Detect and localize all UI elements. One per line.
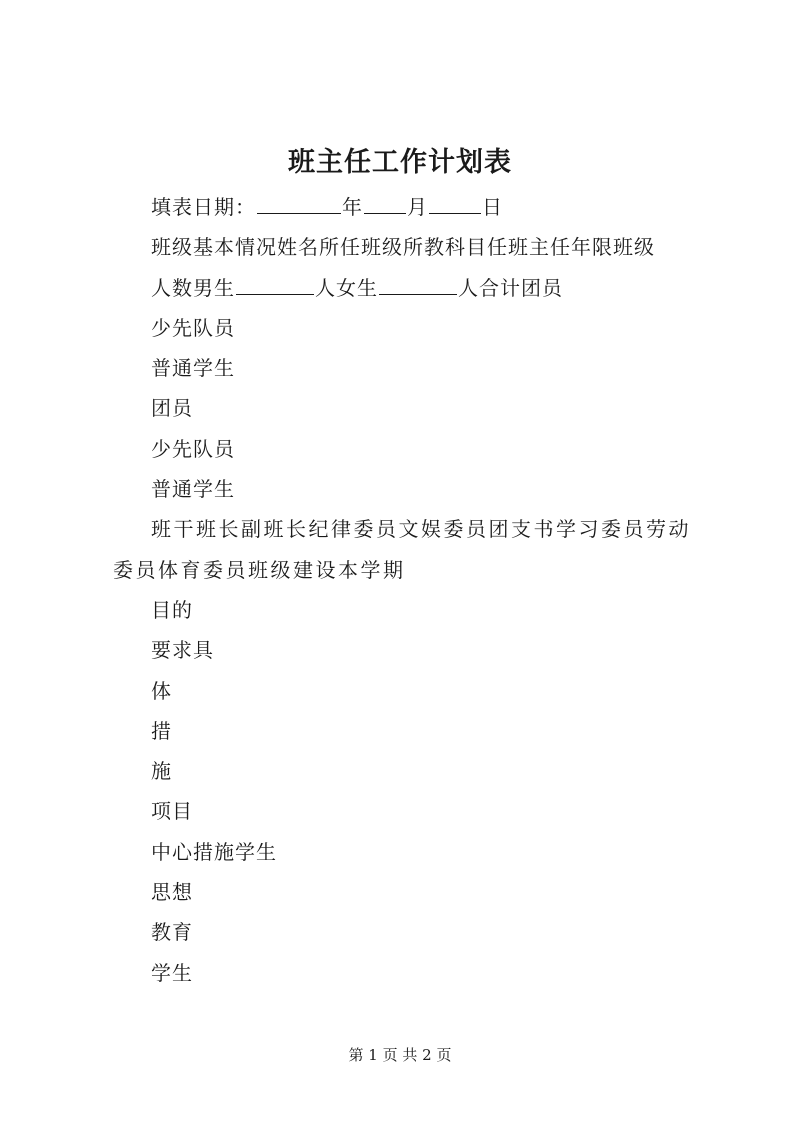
day-label: 日 [482, 195, 503, 219]
month-blank [364, 189, 406, 214]
document-body [113, 187, 703, 993]
text-line: 学生 [151, 960, 193, 985]
text-line: 体 [151, 678, 172, 703]
text-line: 少先队员 [151, 436, 235, 461]
document-title: 班主任工作计划表 [288, 147, 512, 178]
text-line: 少先队员 [151, 315, 235, 340]
month-label: 月 [407, 195, 428, 219]
text-line: 教育 [151, 920, 193, 945]
text-line: 施 [151, 759, 172, 784]
female-count-blank [379, 270, 457, 295]
date-label: 填表日期： [151, 195, 256, 219]
text-line: 项目 [151, 799, 193, 824]
male-count-blank [236, 270, 314, 295]
count-part1: 人数男生 [151, 275, 235, 300]
text-line: 普通学生 [151, 356, 235, 381]
text-line: 目的 [151, 597, 193, 622]
student-count-line [113, 268, 703, 308]
year-blank [257, 189, 341, 214]
text-line: 团员 [151, 396, 193, 421]
text-line: 要求具 [151, 638, 214, 663]
day-blank [429, 189, 481, 214]
count-part2: 人女生 [315, 275, 378, 300]
text-line: 普通学生 [151, 477, 235, 502]
count-part3: 人合计团员 [458, 275, 563, 300]
text-line: 思想 [151, 880, 193, 905]
class-cadre-paragraph: 班干班长副班长纪律委员文娱委员团支书学习委员劳动委员体育委员班级建设本学期 [113, 517, 691, 582]
text-line: 中心措施学生 [151, 839, 277, 864]
year-label: 年 [342, 195, 363, 219]
date-line [113, 187, 703, 227]
class-info-line: 班级基本情况姓名所任班级所教科目任班主任年限班级 [151, 235, 655, 260]
page-footer: 第 1 页 共 2 页 [348, 1046, 452, 1064]
text-line: 措 [151, 718, 172, 743]
